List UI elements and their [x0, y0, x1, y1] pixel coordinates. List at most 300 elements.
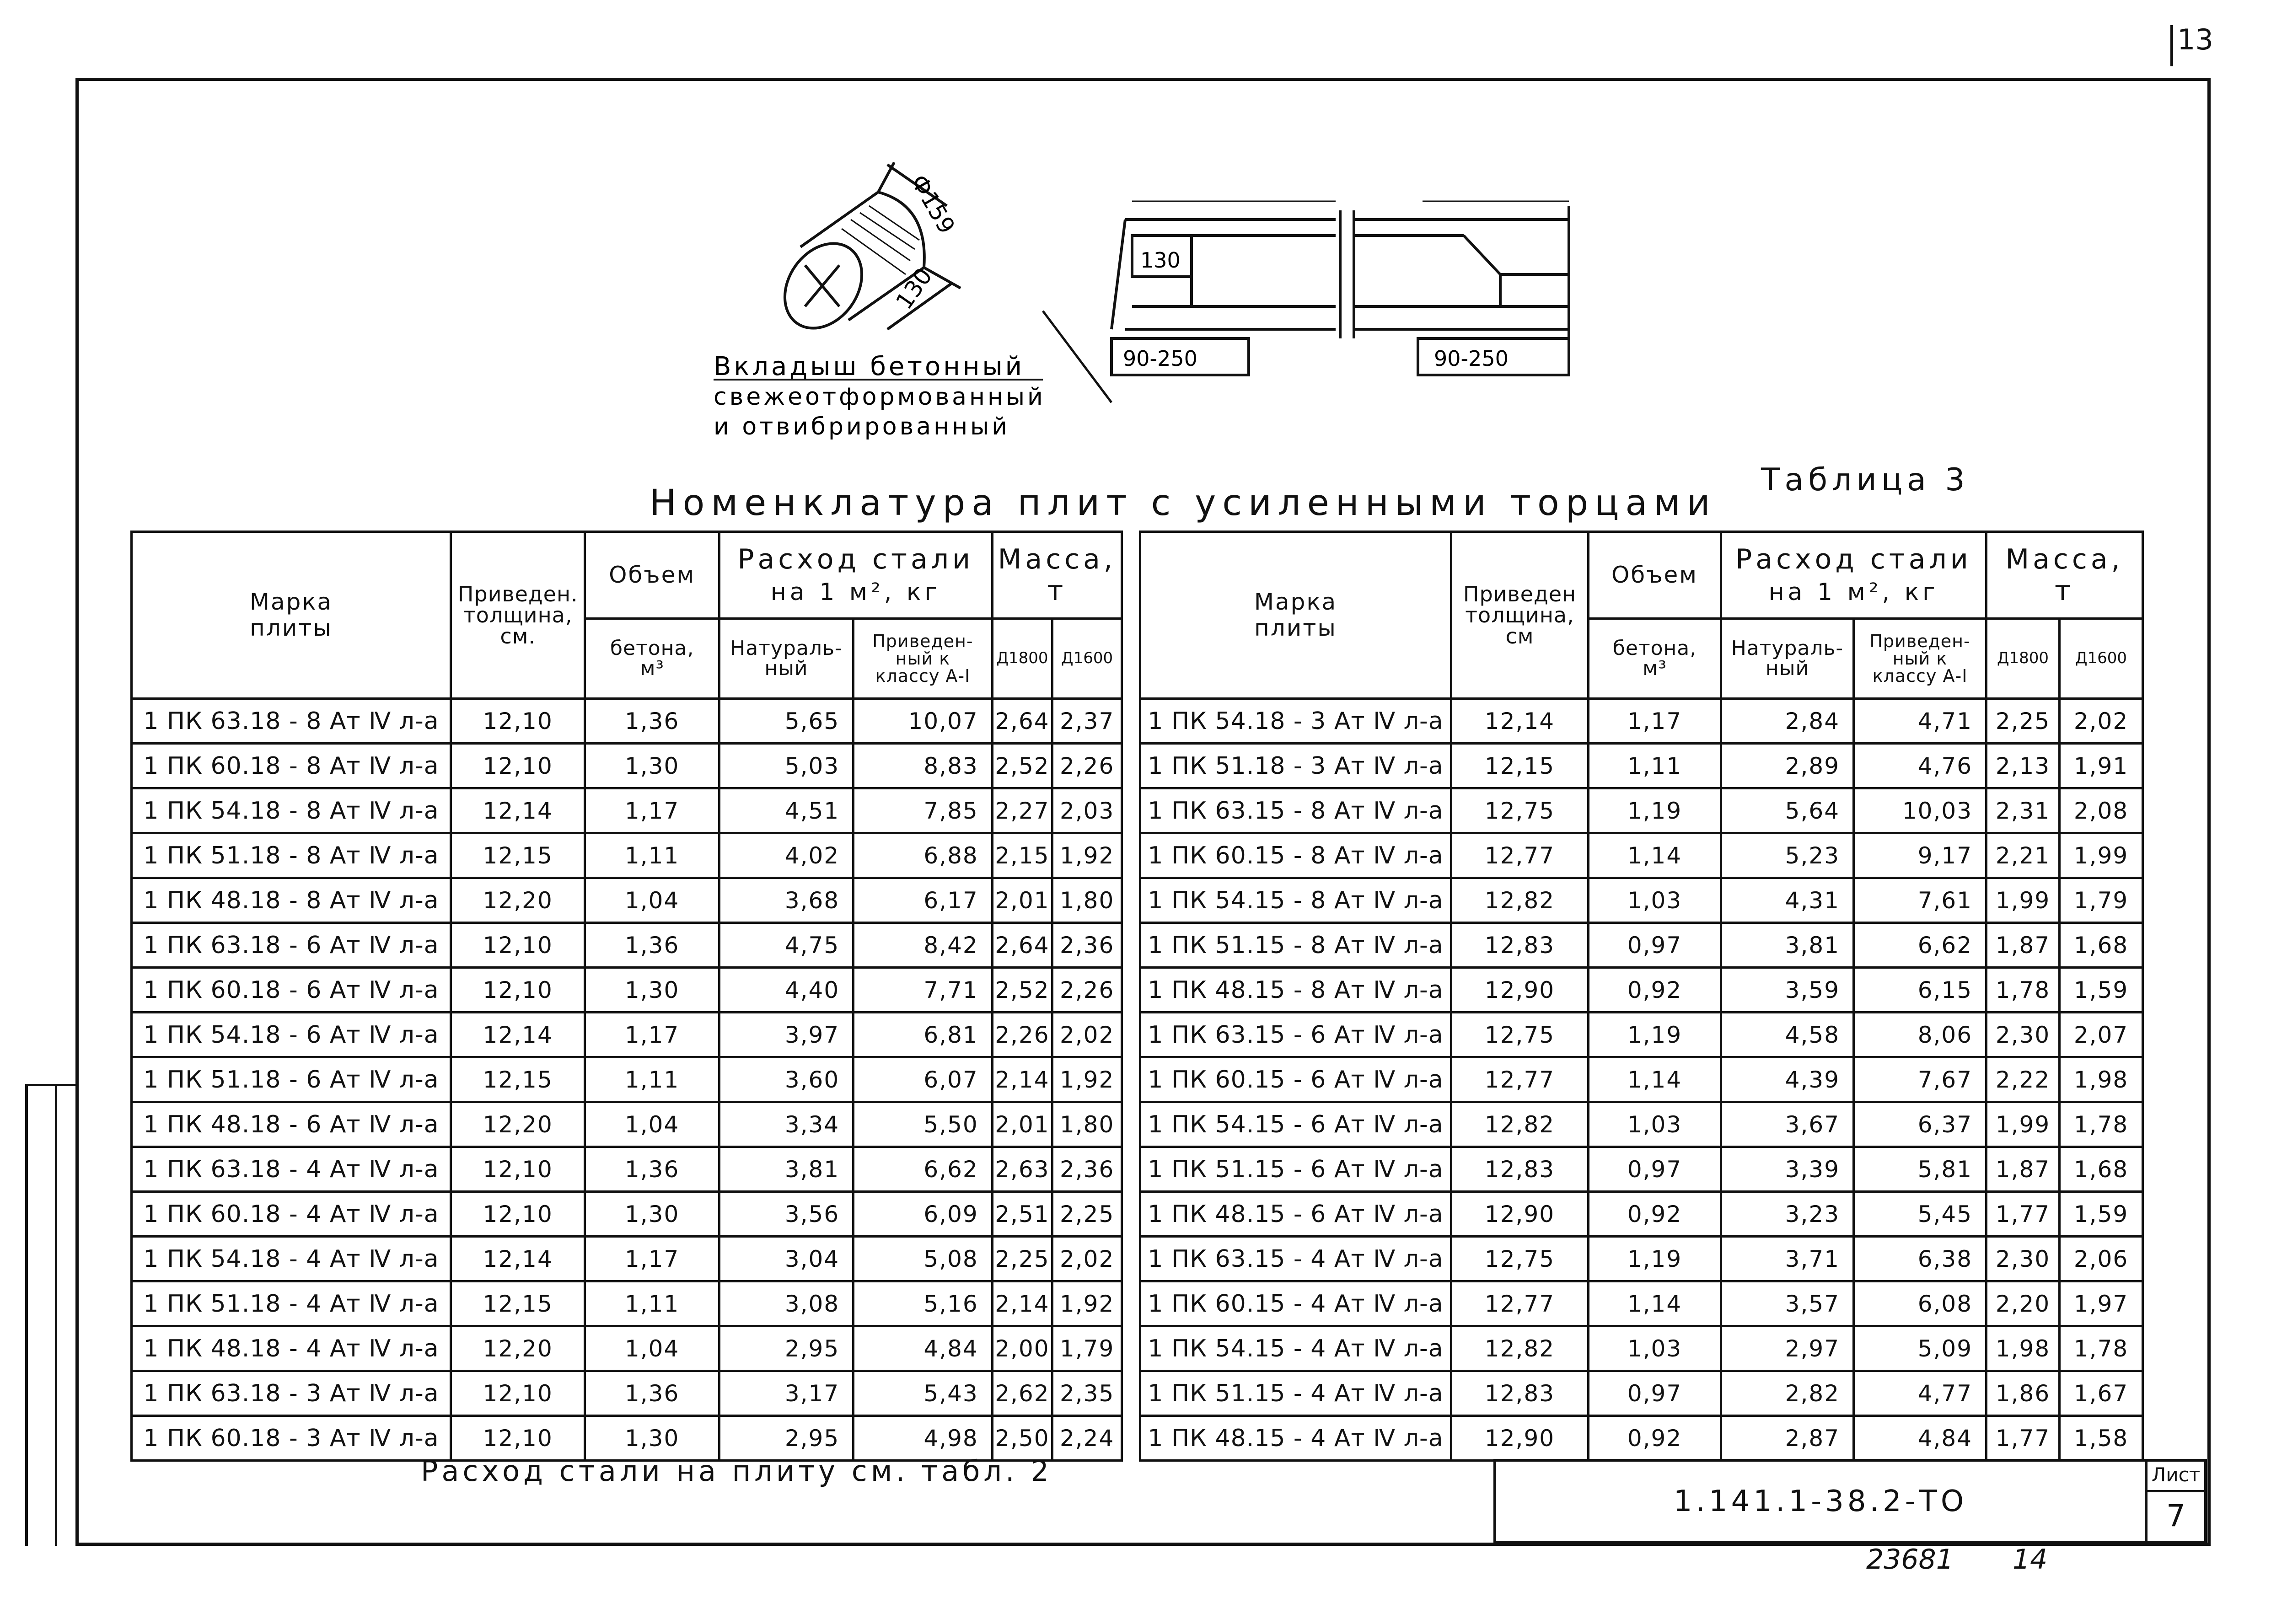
cell-steel-natural: 3,08	[719, 1281, 853, 1326]
header-mass-right: Масса, т	[1986, 532, 2143, 619]
cell-steel-natural: 3,71	[1721, 1237, 1854, 1281]
cell-steel-natural: 3,39	[1721, 1147, 1854, 1192]
cell-thickness: 12,15	[451, 1281, 585, 1326]
cell-mass-d1800: 2,00	[992, 1326, 1052, 1371]
cell-mark: 1 ПК 60.15 - 8 Ат Ⅳ л-а	[1140, 833, 1451, 878]
cell-steel-reduced: 7,85	[854, 788, 993, 833]
table-row	[1140, 1192, 2143, 1237]
cell-mass-d1800: 2,20	[1986, 1281, 2060, 1326]
table-row	[1140, 1371, 2143, 1416]
cell-mass-d1800: 1,99	[1986, 1102, 2060, 1147]
header-reduced: Приведен- ный к классу А-I	[854, 619, 993, 699]
cell-steel-reduced: 6,38	[1854, 1237, 1986, 1281]
cell-steel-natural: 5,23	[1721, 833, 1854, 878]
table-row	[132, 923, 1122, 968]
cell-steel-reduced: 6,08	[1854, 1281, 1986, 1326]
cell-thickness: 12,10	[451, 923, 585, 968]
cell-mark: 1 ПК 54.18 - 8 Ат Ⅳ л-а	[132, 788, 451, 833]
cell-steel-natural: 4,75	[719, 923, 853, 968]
cell-mass-d1600: 1,92	[1052, 1281, 1122, 1326]
insert-length-label: 130	[891, 263, 938, 314]
table-row	[132, 833, 1122, 878]
cell-volume: 1,17	[585, 1013, 719, 1057]
title-block	[1493, 1459, 2207, 1544]
cell-mass-d1800: 2,52	[992, 968, 1052, 1013]
cell-steel-natural: 3,17	[719, 1371, 853, 1416]
cell-thickness: 12,14	[451, 788, 585, 833]
cell-thickness: 12,15	[451, 833, 585, 878]
cell-thickness: 12,14	[451, 1013, 585, 1057]
header-thickness-right: Приведен толщина, см	[1451, 532, 1589, 699]
cell-mass-d1800: 2,52	[992, 744, 1052, 788]
table-row	[1140, 968, 2143, 1013]
support-right-label: 90-250	[1434, 346, 1509, 371]
cell-mass-d1600: 1,78	[2060, 1326, 2143, 1371]
cell-mass-d1600: 2,03	[1052, 788, 1122, 833]
cell-mark: 1 ПК 48.15 - 6 Ат Ⅳ л-а	[1140, 1192, 1451, 1237]
cell-mass-d1600: 2,35	[1052, 1371, 1122, 1416]
end-width-label: 130	[1140, 248, 1181, 273]
table-row	[1140, 1416, 2143, 1461]
cell-steel-natural: 3,97	[719, 1013, 853, 1057]
cell-steel-reduced: 10,03	[1854, 788, 1986, 833]
header-thickness: Приведен. толщина, см.	[451, 532, 585, 699]
cell-thickness: 12,90	[1451, 968, 1589, 1013]
cell-mass-d1800: 2,30	[1986, 1237, 2060, 1281]
cell-mass-d1800: 2,21	[1986, 833, 2060, 878]
cell-mark: 1 ПК 54.18 - 4 Ат Ⅳ л-а	[132, 1237, 451, 1281]
cell-mass-d1800: 2,51	[992, 1192, 1052, 1237]
cell-steel-reduced: 5,45	[1854, 1192, 1986, 1237]
cell-mass-d1800: 2,15	[992, 833, 1052, 878]
cell-steel-reduced: 10,07	[854, 699, 993, 744]
cell-steel-natural: 2,89	[1721, 744, 1854, 788]
cell-thickness: 12,10	[451, 699, 585, 744]
archive-number: 23681	[1866, 1544, 1954, 1576]
cell-mass-d1600: 2,08	[2060, 788, 2143, 833]
cell-volume: 1,14	[1589, 1057, 1721, 1102]
sheet-number: 7	[2166, 1498, 2185, 1533]
cell-mass-d1800: 1,87	[1986, 1147, 2060, 1192]
cell-mass-d1600: 1,58	[2060, 1416, 2143, 1461]
table-row	[1140, 1013, 2143, 1057]
cell-mark: 1 ПК 48.18 - 8 Ат Ⅳ л-а	[132, 878, 451, 923]
cell-volume: 1,11	[1589, 744, 1721, 788]
cell-steel-reduced: 7,67	[1854, 1057, 1986, 1102]
table-row	[1140, 1326, 2143, 1371]
table-row	[132, 788, 1122, 833]
cell-mass-d1600: 2,24	[1052, 1416, 1122, 1461]
table-row	[132, 1416, 1122, 1461]
cell-steel-natural: 3,81	[1721, 923, 1854, 968]
cell-volume: 1,03	[1589, 1102, 1721, 1147]
cell-volume: 1,04	[585, 878, 719, 923]
table-row	[132, 1192, 1122, 1237]
cell-thickness: 12,10	[451, 744, 585, 788]
header-natural-right: Натураль- ный	[1721, 619, 1854, 699]
cell-steel-natural: 3,60	[719, 1057, 853, 1102]
cell-thickness: 12,15	[451, 1057, 585, 1102]
header-volume-unit-right: бетона, м³	[1589, 619, 1721, 699]
cell-volume: 1,36	[585, 699, 719, 744]
left-table-body	[132, 699, 1122, 1461]
cell-mass-d1600: 2,26	[1052, 968, 1122, 1013]
cell-mass-d1600: 1,98	[2060, 1057, 2143, 1102]
table-row	[132, 1057, 1122, 1102]
cell-steel-natural: 5,03	[719, 744, 853, 788]
steel-note: Расход стали на плиту см. табл. 2	[421, 1454, 1052, 1488]
cell-thickness: 12,20	[451, 878, 585, 923]
cell-mass-d1600: 2,26	[1052, 744, 1122, 788]
cell-mark: 1 ПК 51.18 - 4 Ат Ⅳ л-а	[132, 1281, 451, 1326]
cell-mark: 1 ПК 54.18 - 6 Ат Ⅳ л-а	[132, 1013, 451, 1057]
cell-volume: 1,11	[585, 1281, 719, 1326]
header-d1800: Д1800	[992, 619, 1052, 699]
cell-mark: 1 ПК 60.15 - 4 Ат Ⅳ л-а	[1140, 1281, 1451, 1326]
support-left-label: 90-250	[1123, 346, 1197, 371]
cell-mass-d1600: 1,79	[1052, 1326, 1122, 1371]
table-title: Номенклатура плит с усиленными торцами	[650, 482, 1717, 524]
cell-thickness: 12,20	[451, 1102, 585, 1147]
margin-line-inner	[55, 1084, 57, 1546]
header-volume: Объем	[585, 532, 719, 619]
cell-steel-natural: 3,68	[719, 878, 853, 923]
table-row	[132, 968, 1122, 1013]
page-number: 13	[2177, 23, 2213, 56]
cell-thickness: 12,10	[451, 1371, 585, 1416]
cell-volume: 1,19	[1589, 788, 1721, 833]
cell-thickness: 12,83	[1451, 1147, 1589, 1192]
cell-thickness: 12,82	[1451, 1326, 1589, 1371]
cell-mass-d1800: 1,78	[1986, 968, 2060, 1013]
cell-steel-natural: 4,02	[719, 833, 853, 878]
table-row	[132, 744, 1122, 788]
cell-steel-reduced: 6,62	[1854, 923, 1986, 968]
cell-steel-natural: 2,82	[1721, 1371, 1854, 1416]
cell-steel-reduced: 9,17	[1854, 833, 1986, 878]
cell-mass-d1800: 2,01	[992, 878, 1052, 923]
cell-mark: 1 ПК 51.18 - 8 Ат Ⅳ л-а	[132, 833, 451, 878]
cell-mass-d1800: 2,14	[992, 1057, 1052, 1102]
cell-steel-reduced: 6,81	[854, 1013, 993, 1057]
table-row	[1140, 878, 2143, 923]
margin-tick	[25, 1084, 75, 1086]
cell-mark: 1 ПК 54.15 - 4 Ат Ⅳ л-а	[1140, 1326, 1451, 1371]
cell-steel-reduced: 5,08	[854, 1237, 993, 1281]
cell-mass-d1600: 1,80	[1052, 878, 1122, 923]
archive-suffix: 14	[2013, 1544, 2048, 1576]
header-d1600-right: Д1600	[2060, 619, 2143, 699]
cell-thickness: 12,10	[451, 1147, 585, 1192]
cell-mark: 1 ПК 48.15 - 8 Ат Ⅳ л-а	[1140, 968, 1451, 1013]
cell-volume: 1,17	[585, 788, 719, 833]
cell-steel-reduced: 7,61	[1854, 878, 1986, 923]
cell-mass-d1600: 1,80	[1052, 1102, 1122, 1147]
cell-mark: 1 ПК 63.18 - 6 Ат Ⅳ л-а	[132, 923, 451, 968]
header-mark-right: Марка плиты	[1140, 532, 1451, 699]
cell-mass-d1600: 1,92	[1052, 833, 1122, 878]
nomenclature-table-left	[130, 531, 1123, 1462]
cell-mark: 1 ПК 51.18 - 3 Ат Ⅳ л-а	[1140, 744, 1451, 788]
cell-steel-reduced: 5,50	[854, 1102, 993, 1147]
table-row	[1140, 1147, 2143, 1192]
cell-thickness: 12,83	[1451, 923, 1589, 968]
cell-mark: 1 ПК 63.18 - 4 Ат Ⅳ л-а	[132, 1147, 451, 1192]
table-row	[1140, 923, 2143, 968]
cell-volume: 1,03	[1589, 878, 1721, 923]
cell-mass-d1800: 1,77	[1986, 1416, 2060, 1461]
cell-thickness: 12,15	[1451, 744, 1589, 788]
cell-mark: 1 ПК 63.18 - 8 Ат Ⅳ л-а	[132, 699, 451, 744]
cell-steel-natural: 3,67	[1721, 1102, 1854, 1147]
cell-mass-d1600: 2,02	[1052, 1013, 1122, 1057]
cell-volume: 1,03	[1589, 1326, 1721, 1371]
cell-steel-natural: 4,58	[1721, 1013, 1854, 1057]
sheet-divider	[2148, 1490, 2204, 1492]
table-row	[1140, 1237, 2143, 1281]
table-row	[132, 1013, 1122, 1057]
cell-steel-reduced: 6,09	[854, 1192, 993, 1237]
table-row	[1140, 1281, 2143, 1326]
cell-mass-d1800: 2,25	[992, 1237, 1052, 1281]
cell-mass-d1600: 1,97	[2060, 1281, 2143, 1326]
cell-volume: 1,19	[1589, 1237, 1721, 1281]
cell-mass-d1600: 2,37	[1052, 699, 1122, 744]
cell-mass-d1600: 1,68	[2060, 923, 2143, 968]
cell-mark: 1 ПК 60.18 - 4 Ат Ⅳ л-а	[132, 1192, 451, 1237]
cell-steel-natural: 5,64	[1721, 788, 1854, 833]
cell-mark: 1 ПК 60.18 - 6 Ат Ⅳ л-а	[132, 968, 451, 1013]
cell-mass-d1600: 2,07	[2060, 1013, 2143, 1057]
cell-steel-reduced: 8,83	[854, 744, 993, 788]
cell-mark: 1 ПК 48.18 - 6 Ат Ⅳ л-а	[132, 1102, 451, 1147]
table-row	[1140, 1057, 2143, 1102]
cell-mass-d1600: 1,59	[2060, 968, 2143, 1013]
cell-steel-reduced: 6,15	[1854, 968, 1986, 1013]
cell-thickness: 12,10	[451, 1416, 585, 1461]
cell-thickness: 12,90	[1451, 1192, 1589, 1237]
cell-mark: 1 ПК 60.18 - 3 Ат Ⅳ л-а	[132, 1416, 451, 1461]
cell-mass-d1800: 1,86	[1986, 1371, 2060, 1416]
cell-steel-natural: 2,84	[1721, 699, 1854, 744]
header-volume-unit: бетона, м³	[585, 619, 719, 699]
cell-mass-d1600: 1,99	[2060, 833, 2143, 878]
cell-volume: 1,30	[585, 744, 719, 788]
cell-mark: 1 ПК 54.15 - 6 Ат Ⅳ л-а	[1140, 1102, 1451, 1147]
cell-mass-d1600: 1,91	[2060, 744, 2143, 788]
table-row	[132, 1281, 1122, 1326]
insert-label-line2: свежеотформованный	[714, 383, 1046, 411]
cell-thickness: 12,20	[451, 1326, 585, 1371]
cell-volume: 1,36	[585, 1371, 719, 1416]
header-reduced-right: Приведен- ный к классу А-I	[1854, 619, 1986, 699]
cell-mass-d1600: 2,02	[1052, 1237, 1122, 1281]
cell-steel-reduced: 6,62	[854, 1147, 993, 1192]
cell-mark: 1 ПК 63.18 - 3 Ат Ⅳ л-а	[132, 1371, 451, 1416]
cell-steel-natural: 2,95	[719, 1326, 853, 1371]
cell-steel-reduced: 4,84	[1854, 1416, 1986, 1461]
cell-steel-reduced: 6,88	[854, 833, 993, 878]
cell-thickness: 12,82	[1451, 1102, 1589, 1147]
cell-thickness: 12,75	[1451, 788, 1589, 833]
cell-volume: 1,30	[585, 1192, 719, 1237]
cell-volume: 1,14	[1589, 833, 1721, 878]
header-natural: Натураль- ный	[719, 619, 853, 699]
cell-mass-d1600: 1,78	[2060, 1102, 2143, 1147]
cell-steel-natural: 3,04	[719, 1237, 853, 1281]
table-row	[132, 1147, 1122, 1192]
cell-mark: 1 ПК 51.18 - 6 Ат Ⅳ л-а	[132, 1057, 451, 1102]
cell-mark: 1 ПК 48.18 - 4 Ат Ⅳ л-а	[132, 1326, 451, 1371]
sheet-label: Лист	[2151, 1463, 2201, 1486]
cell-steel-natural: 3,59	[1721, 968, 1854, 1013]
sheet-box	[2148, 1459, 2207, 1544]
table-row	[132, 699, 1122, 744]
cell-mass-d1600: 2,02	[2060, 699, 2143, 744]
table-row	[132, 1237, 1122, 1281]
table-row	[132, 1102, 1122, 1147]
cell-mass-d1800: 2,62	[992, 1371, 1052, 1416]
table-row	[1140, 1102, 2143, 1147]
cell-mass-d1800: 2,64	[992, 923, 1052, 968]
cell-volume: 1,36	[585, 923, 719, 968]
cell-volume: 1,04	[585, 1326, 719, 1371]
cell-thickness: 12,14	[451, 1237, 585, 1281]
cell-mass-d1800: 2,01	[992, 1102, 1052, 1147]
table-row	[1140, 699, 2143, 744]
cell-steel-natural: 3,34	[719, 1102, 853, 1147]
cell-volume: 1,36	[585, 1147, 719, 1192]
cell-volume: 1,30	[585, 968, 719, 1013]
cell-steel-reduced: 5,09	[1854, 1326, 1986, 1371]
cell-mass-d1800: 1,98	[1986, 1326, 2060, 1371]
header-volume-right: Объем	[1589, 532, 1721, 619]
cell-volume: 0,97	[1589, 1371, 1721, 1416]
header-steel-right: Расход стали на 1 м², кг	[1721, 532, 1986, 619]
cell-mass-d1600: 2,36	[1052, 923, 1122, 968]
cell-volume: 0,92	[1589, 1416, 1721, 1461]
cell-steel-natural: 5,65	[719, 699, 853, 744]
margin-line	[25, 1084, 28, 1546]
cell-mark: 1 ПК 60.18 - 8 Ат Ⅳ л-а	[132, 744, 451, 788]
cell-steel-natural: 4,31	[1721, 878, 1854, 923]
cell-thickness: 12,10	[451, 968, 585, 1013]
cell-steel-reduced: 7,71	[854, 968, 993, 1013]
header-d1600: Д1600	[1052, 619, 1122, 699]
header-mass: Масса, т	[992, 532, 1122, 619]
cell-mass-d1600: 2,36	[1052, 1147, 1122, 1192]
page-number-bar	[2170, 25, 2173, 66]
insert-label-line3: и отвибрированный	[714, 413, 1010, 440]
cell-steel-reduced: 5,16	[854, 1281, 993, 1326]
cell-steel-natural: 2,87	[1721, 1416, 1854, 1461]
cell-steel-natural: 3,23	[1721, 1192, 1854, 1237]
cell-volume: 0,92	[1589, 1192, 1721, 1237]
cell-volume: 1,17	[1589, 699, 1721, 744]
table-row	[132, 1371, 1122, 1416]
document-code: 1.141.1-38.2-ТО	[1673, 1484, 1968, 1518]
cell-mass-d1800: 2,30	[1986, 1013, 2060, 1057]
cell-steel-reduced: 5,43	[854, 1371, 993, 1416]
cell-steel-reduced: 4,71	[1854, 699, 1986, 744]
cell-thickness: 12,90	[1451, 1416, 1589, 1461]
table-row	[132, 1326, 1122, 1371]
cell-mass-d1800: 2,14	[992, 1281, 1052, 1326]
table-row	[132, 878, 1122, 923]
cell-mass-d1800: 1,77	[1986, 1192, 2060, 1237]
cell-volume: 1,14	[1589, 1281, 1721, 1326]
cell-steel-natural: 4,51	[719, 788, 853, 833]
cell-mass-d1800: 2,63	[992, 1147, 1052, 1192]
cell-mark: 1 ПК 51.15 - 8 Ат Ⅳ л-а	[1140, 923, 1451, 968]
cell-steel-reduced: 6,07	[854, 1057, 993, 1102]
table-row	[1140, 788, 2143, 833]
cell-steel-reduced: 8,42	[854, 923, 993, 968]
cell-mass-d1600: 1,67	[2060, 1371, 2143, 1416]
cell-mass-d1800: 2,64	[992, 699, 1052, 744]
cell-mark: 1 ПК 51.15 - 6 Ат Ⅳ л-а	[1140, 1147, 1451, 1192]
leader-line	[1043, 311, 1111, 402]
insert-label-line1: Вкладыш бетонный	[714, 352, 1025, 381]
cell-mass-d1600: 1,59	[2060, 1192, 2143, 1237]
cell-volume: 1,19	[1589, 1013, 1721, 1057]
cell-mass-d1800: 1,99	[1986, 878, 2060, 923]
cell-mark: 1 ПК 60.15 - 6 Ат Ⅳ л-а	[1140, 1057, 1451, 1102]
cell-steel-natural: 4,40	[719, 968, 853, 1013]
header-steel: Расход стали на 1 м², кг	[719, 532, 992, 619]
cell-volume: 1,11	[585, 833, 719, 878]
insert-diameter-label: Ф159	[905, 170, 961, 238]
cell-steel-natural: 3,57	[1721, 1281, 1854, 1326]
cell-steel-reduced: 4,77	[1854, 1371, 1986, 1416]
cell-thickness: 12,82	[1451, 878, 1589, 923]
cell-mass-d1800: 2,31	[1986, 788, 2060, 833]
cell-mass-d1800: 2,25	[1986, 699, 2060, 744]
cell-mass-d1600: 2,06	[2060, 1237, 2143, 1281]
cell-volume: 1,11	[585, 1057, 719, 1102]
cell-mass-d1600: 1,68	[2060, 1147, 2143, 1192]
cell-steel-reduced: 4,84	[854, 1326, 993, 1371]
cell-mass-d1800: 2,13	[1986, 744, 2060, 788]
cell-thickness: 12,75	[1451, 1237, 1589, 1281]
cell-steel-reduced: 6,37	[1854, 1102, 1986, 1147]
cell-volume: 1,17	[585, 1237, 719, 1281]
cell-steel-natural: 2,95	[719, 1416, 853, 1461]
cell-mass-d1600: 1,92	[1052, 1057, 1122, 1102]
cell-steel-natural: 4,39	[1721, 1057, 1854, 1102]
cell-mark: 1 ПК 48.15 - 4 Ат Ⅳ л-а	[1140, 1416, 1451, 1461]
cell-thickness: 12,10	[451, 1192, 585, 1237]
cell-mark: 1 ПК 63.15 - 8 Ат Ⅳ л-а	[1140, 788, 1451, 833]
cell-mark: 1 ПК 51.15 - 4 Ат Ⅳ л-а	[1140, 1371, 1451, 1416]
cell-volume: 0,97	[1589, 1147, 1721, 1192]
cell-steel-reduced: 5,81	[1854, 1147, 1986, 1192]
cell-volume: 1,30	[585, 1416, 719, 1461]
cell-mass-d1800: 1,87	[1986, 923, 2060, 968]
cell-mass-d1800: 2,26	[992, 1013, 1052, 1057]
cell-mass-d1800: 2,50	[992, 1416, 1052, 1461]
cell-mass-d1600: 2,25	[1052, 1192, 1122, 1237]
right-table-body	[1140, 699, 2143, 1461]
cell-steel-reduced: 6,17	[854, 878, 993, 923]
header-mark: Марка плиты	[132, 532, 451, 699]
table-row	[1140, 833, 2143, 878]
cell-thickness: 12,75	[1451, 1013, 1589, 1057]
cell-mark: 1 ПК 54.15 - 8 Ат Ⅳ л-а	[1140, 878, 1451, 923]
cell-thickness: 12,77	[1451, 1281, 1589, 1326]
table-row	[1140, 744, 2143, 788]
cell-mass-d1600: 1,79	[2060, 878, 2143, 923]
